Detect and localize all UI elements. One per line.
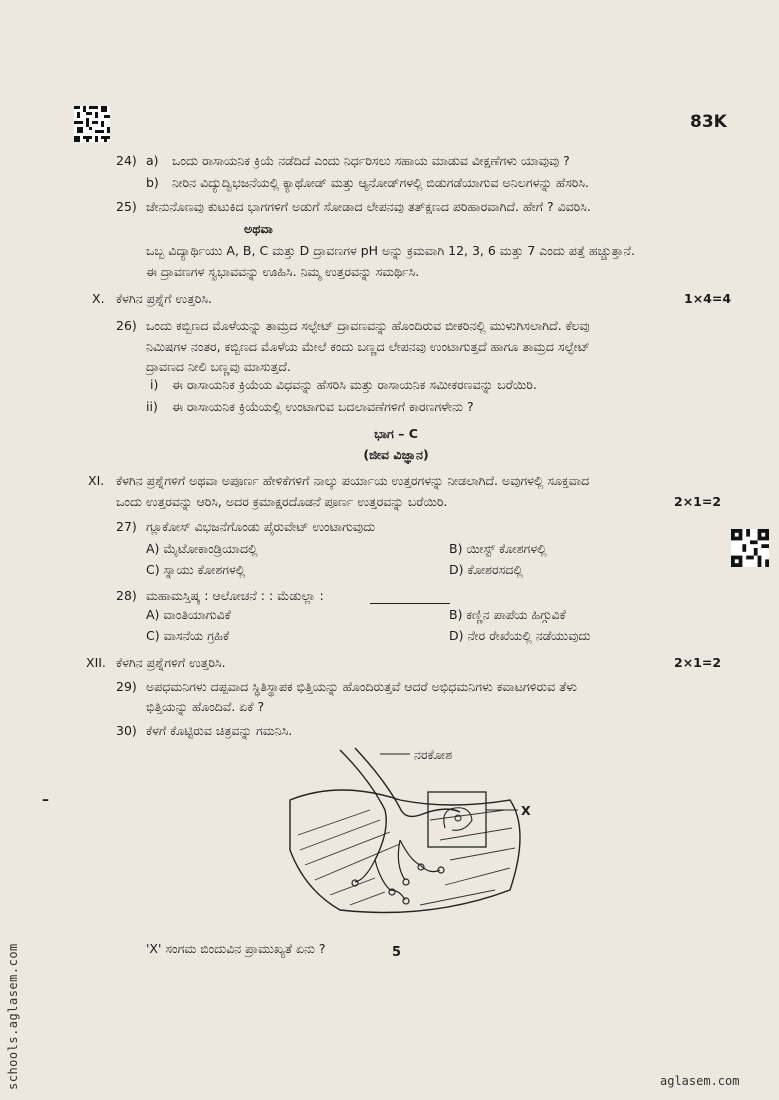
- paper-code: 83K: [690, 112, 727, 132]
- q26-line1: ಒಂದು ಕಬ್ಬಿಣದ ಮೊಳೆಯನ್ನು ತಾಮ್ರದ ಸಲ್ಫೇಟ್ ದ್ರಾವಣವನ್ನು ಹೊಂದಿರುವ ಬೀಕರಿನಲ್ಲಿ ಮುಳುಗಿಸಲಾಗಿದೆ. ಕೆಲವು: [146, 318, 590, 333]
- q30-number: 30): [116, 723, 137, 738]
- q27-number: 27): [116, 519, 137, 534]
- section-xi-label: XI.: [88, 473, 105, 488]
- q29-number: 29): [116, 679, 137, 694]
- q26-i-label: i): [150, 377, 159, 392]
- q27-option-b: B) ಯೀಸ್ಟ್ ಕೋಶಗಳಲ್ಲಿ: [449, 541, 547, 556]
- page-number: 5: [392, 945, 402, 960]
- bottom-watermark: aglasem.com: [660, 1074, 740, 1088]
- section-xi-marks: 2×1=2: [674, 494, 722, 509]
- stray-ink-mark: –: [42, 792, 49, 808]
- q27-text: ಗ್ಲೂಕೋಸ್ ವಿಭಜನೆಗೊಂಡು ಪೈರುವೇಟ್ ಉಂಟಾಗುವುದು: [146, 519, 376, 534]
- q28-option-c: C) ವಾಸನೆಯ ಗ್ರಹಿಕೆ: [146, 628, 230, 643]
- q25-alt-line2: ಈ ದ್ರಾವಣಗಳ ಸ್ವಭಾವವನ್ನು ಊಹಿಸಿ. ನಿಮ್ಮ ಉತ್ತರವನ್ನು ಸಮರ್ಥಿಸಿ.: [146, 264, 420, 279]
- q28-blank: [370, 589, 450, 608]
- q29-line1: ಅಪಧಮನಿಗಳು ದಪ್ಪವಾದ ಸ್ಥಿತಿಸ್ಥಾಪಕ ಭಿತ್ತಿಯನ್ನು ಹೊಂದಿರುತ್ತವೆ ಆದರೆ ಅಭಿಧಮನಿಗಳು ಕವಾಟಗಳಿರುವ ತೆಳು: [146, 679, 577, 694]
- q27-option-c: C) ಸ್ನಾಯು ಕೋಶಗಳಲ್ಲಿ: [146, 562, 246, 577]
- q26-i-text: ಈ ರಾಸಾಯನಿಕ ಕ್ರಿಯೆಯ ವಿಧವನ್ನು ಹೆಸರಿಸಿ ಮತ್ತು ರಾಸಾಯನಿಕ ಸಮೀಕರಣವನ್ನು ಬರೆಯಿರಿ.: [172, 377, 537, 392]
- q24-b-text: ನೀರಿನ ವಿದ್ಯುದ್ವಿಭಜನೆಯಲ್ಲಿ ಕ್ಯಾಥೋಡ್ ಮತ್ತು ಆ್ಯನೋಡ್‌ಗಳಲ್ಲಿ ಬಿಡುಗಡೆಯಾಗುವ ಅನಿಲಗಳನ್ನು ಹೆಸರಿಸಿ.: [172, 175, 589, 190]
- diagram-label-x: X: [521, 803, 531, 818]
- part-c-subtitle: (ಜೀವ ವಿಜ್ಞಾನ): [363, 447, 429, 462]
- section-xi-line1: ಕೆಳಗಿನ ಪ್ರಶ್ನೆಗಳಿಗೆ ಅಥವಾ ಅಪೂರ್ಣ ಹೇಳಿಕೆಗಳಿಗೆ ನಾಲ್ಕು ಪರ್ಯಾಯ ಉತ್ತರಗಳನ್ನು ನೀಡಲಾಗಿದೆ. ಅವುಗಳಲ್ಲಿ ಸೂಕ್ತವಾದ: [116, 473, 590, 488]
- q26-number: 26): [116, 318, 137, 333]
- q24-a-text: ಒಂದು ರಾಸಾಯನಿಕ ಕ್ರಿಯೆ ನಡೆದಿದೆ ಎಂದು ನಿರ್ಧರಿಸಲು ಸಹಾಯ ಮಾಡುವ ವೀಕ್ಷಣೆಗಳು ಯಾವುವು ?: [172, 153, 570, 168]
- q26-ii-label: ii): [146, 399, 158, 414]
- q27-option-d: D) ಕೋಶರಸದಲ್ಲಿ: [449, 562, 523, 577]
- qr-code-icon: [74, 106, 110, 142]
- q25-number: 25): [116, 199, 137, 214]
- q24-a-label: a): [146, 153, 159, 168]
- q26-ii-text: ಈ ರಾಸಾಯನಿಕ ಕ್ರಿಯೆಯಲ್ಲಿ ಉಂಟಾಗುವ ಬದಲಾವಣೆಗಳಿಗೆ ಕಾರಣಗಳೇನು ?: [172, 399, 474, 414]
- section-xi-line2: ಒಂದು ಉತ್ತರವನ್ನು ಆರಿಸಿ, ಅದರ ಕ್ರಮಾಕ್ಷರದೊಡನೆ ಪೂರ್ಣ ಉತ್ತರವನ್ನು ಬರೆಯಿರಿ.: [116, 494, 448, 509]
- q25-or: ಅಥವಾ: [244, 221, 273, 236]
- section-xii-marks: 2×1=2: [674, 655, 722, 670]
- part-c-title: ಭಾಗ – C: [374, 426, 418, 441]
- section-xii-instruction: ಕೆಳಗಿನ ಪ್ರಶ್ನೆಗಳಿಗೆ ಉತ್ತರಿಸಿ.: [116, 655, 226, 670]
- q25-text: ಜೇನುನೊಣವು ಕುಟುಕಿದ ಭಾಗಗಳಿಗೆ ಅಡುಗೆ ಸೋಡಾದ ಲೇಪನವು ತತ್‌ಕ್ಷಣದ ಪರಿಹಾರವಾಗಿದೆ. ಹೇಗೆ ? ವಿವರಿಸಿ.: [146, 199, 591, 214]
- section-xii-label: XII.: [86, 655, 106, 670]
- q28-option-d: D) ನೇರ ರೇಖೆಯಲ್ಲಿ ನಡೆಯುವುದು: [449, 628, 591, 643]
- section-x-instruction: ಕೆಳಗಿನ ಪ್ರಶ್ನೆಗೆ ಉತ್ತರಿಸಿ.: [116, 291, 212, 306]
- section-x-marks: 1×4=4: [684, 291, 732, 306]
- q24-number: 24): [116, 153, 137, 168]
- q26-line3: ದ್ರಾವಣದ ನೀಲಿ ಬಣ್ಣವು ಮಾಸುತ್ತದೆ.: [146, 359, 291, 374]
- q27-option-a: A) ಮೈಟೋಕಾಂಡ್ರಿಯಾದಲ್ಲಿ: [146, 541, 258, 556]
- q24-b-label: b): [146, 175, 159, 190]
- q30-question: 'X' ಸಂಗಮ ಬಿಂದುವಿನ ಪ್ರಾಮುಖ್ಯತೆ ಏನು ?: [146, 941, 326, 956]
- q29-line2: ಭಿತ್ತಿಯನ್ನು ಹೊಂದಿವೆ. ಏಕೆ ?: [146, 699, 265, 714]
- qr-code-icon: [731, 528, 769, 568]
- section-x-label: X.: [92, 291, 105, 306]
- q26-line2: ನಿಮಿಷಗಳ ನಂತರ, ಕಬ್ಬಿಣದ ಮೊಳೆಯ ಮೇಲೆ ಕಂದು ಬಣ್ಣದ ಲೇಪನವು ಉಂಟಾಗುತ್ತದೆ ಹಾಗೂ ತಾಮ್ರದ ಸಲ್ಫೇಟ್: [146, 339, 590, 354]
- q30-text: ಕೆಳಗೆ ಕೊಟ್ಟಿರುವ ಚಿತ್ರವನ್ನು ಗಮನಿಸಿ.: [146, 723, 293, 738]
- q28-number: 28): [116, 588, 137, 603]
- q28-option-b: B) ಕಣ್ಣಿನ ಪಾಪೆಯ ಹಿಗ್ಗುವಿಕೆ: [449, 607, 566, 622]
- side-watermark: schools.aglasem.com: [6, 943, 20, 1090]
- q28-text: ಮಹಾಮಸ್ತಿಷ್ಕ : ಆಲೋಚನೆ : : ಮೆಡುಲ್ಲಾ :: [146, 588, 324, 603]
- q28-option-a: A) ವಾಂತಿಯಾಗುವಿಕೆ: [146, 607, 231, 622]
- q25-alt-line1: ಒಬ್ಬ ವಿದ್ಯಾರ್ಥಿಯು A, B, C ಮತ್ತು D ದ್ರಾವಣಗಳ pH ಅನ್ನು ಕ್ರಮವಾಗಿ 12, 3, 6 ಮತ್ತು 7 ಎಂದು ಪತ್ತೆ ಹಚ್ಚುತ್ತಾನೆ.: [146, 243, 635, 258]
- diagram-label-neuron: ನರಕೋಶ: [414, 747, 453, 762]
- neuromuscular-junction-diagram: [280, 740, 540, 930]
